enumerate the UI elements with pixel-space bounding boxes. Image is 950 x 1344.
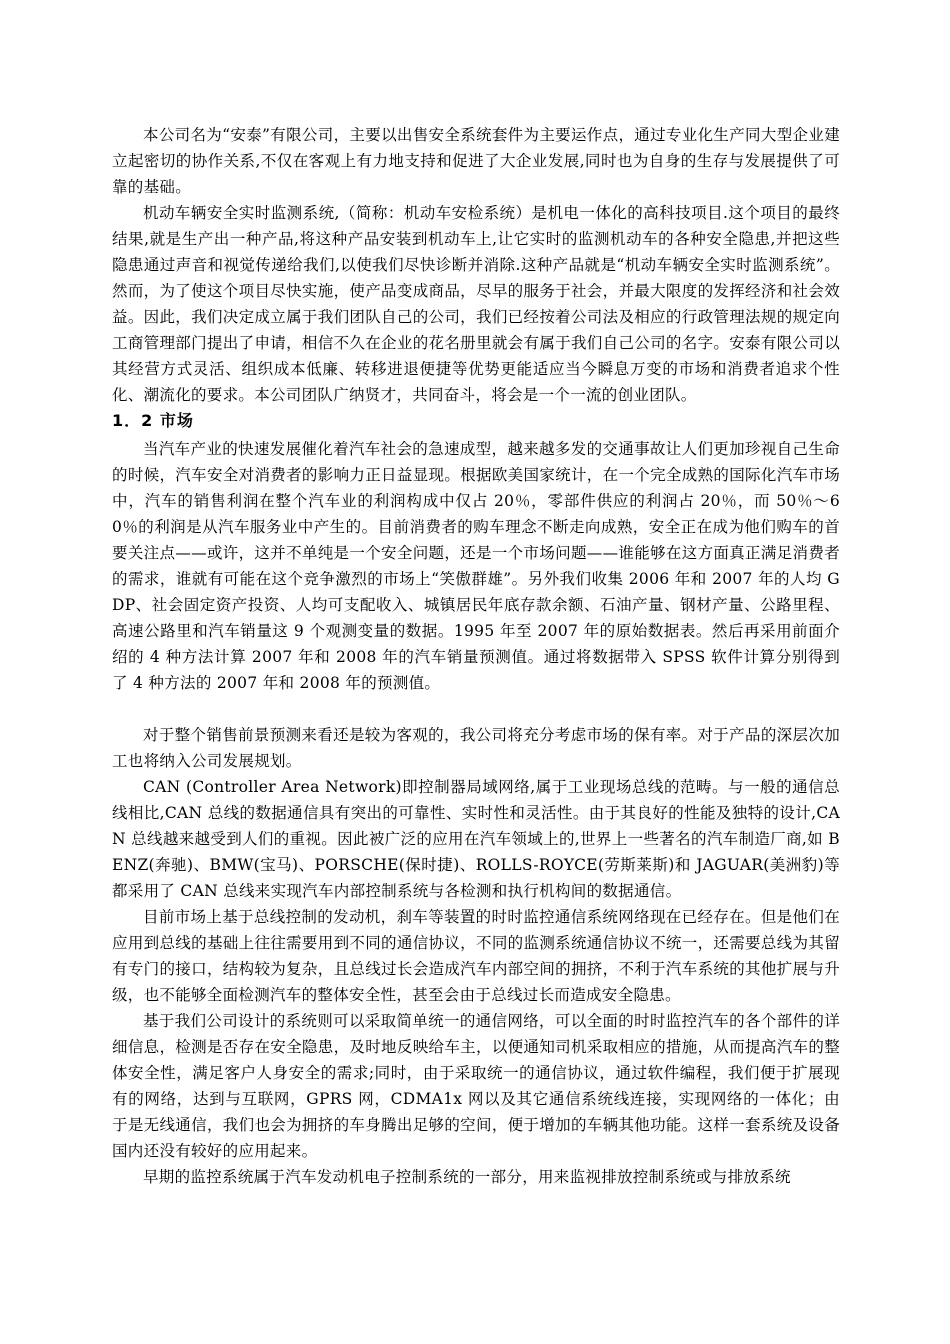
paragraph-early-monitoring: 早期的监控系统属于汽车发动机电子控制系统的一部分，用来监视排放控制系统或与排放系统 [143,1168,791,1186]
document-page [112,122,840,1190]
paragraph-company-intro: 本公司名为“安泰”有限公司，主要以出售安全系统套件为主要运作点，通过专业化生产同大型企业建立起密切的协作关系,不仅在客观上有力地支持和促进了大企业发展,同时也为自身的生存与发展提供了可靠的基础。 [112,126,840,196]
paragraph-forecast: 对于整个销售前景预测来看还是较为客观的，我公司将充分考虑市场的保有率。对于产品的深层次加工也将纳入公司发展规划。 [112,726,840,770]
paragraph-current-market: 目前市场上基于总线控制的发动机，刹车等装置的时时监控通信系统网络现在已经存在。但是他们在应用到总线的基础上往往需要用到不同的通信协议，不同的监测系统通信协议不统一，还需要总线为其留有专门的接口，结构较为复杂，且总线过长会造成汽车内部空间的拥挤，不利于汽车系统的其他扩展与升级，也不能够全面检测汽车的整体安全性，甚至会由于总线过长而造成安全隐患。 [112,908,840,1004]
paragraph-can-bus: CAN (Controller Area Network)即控制器局域网络,属于工业现场总线的范畴。与一般的通信总线相比,CAN 总线的数据通信具有突出的可靠性、实时性和灵活性。由于其良好的性能及独特的设计,CAN 总线越来越受到人们的重视。因此被广泛的应用在汽车领域上的,世界上一些著名的汽车制造厂商,如 BENZ(奔驰)、BMW(宝马)、PORSCHE(保时捷)、ROLLS-ROYCE(劳斯莱斯)和 JAGUAR(美洲豹)等都采用了 CAN 总线来实现汽车内部控制系统与各检测和执行机构间的数据通信。 [112,778,840,900]
blank-line [112,696,840,722]
paragraph-our-system: 基于我们公司设计的系统则可以采取简单统一的通信网络，可以全面的时时监控汽车的各个部件的详细信息，检测是否存在安全隐患，及时地反映给车主，以便通知司机采取相应的措施，从而提高汽车的整体安全性，满足客户人身安全的需求;同时，由于采取统一的通信协议，通过软件编程，我们便于扩展现有的网络，达到与互联网，GPRS 网，CDMA1x 网以及其它通信系统线连接，实现网络的一体化；由于是无线通信，我们也会为拥挤的车身腾出足够的空间，便于增加的车辆其他功能。这样一套系统及设备国内还没有较好的应用起来。 [112,1012,840,1160]
paragraph-market: 当汽车产业的快速发展催化着汽车社会的急速成型，越来越多发的交通事故让人们更加珍视自己生命的时候，汽车安全对消费者的影响力正日益显现。根据欧美国家统计，在一个完全成熟的国际化汽车市场中，汽车的销售利润在整个汽车业的利润构成中仅占 20％，零部件供应的利润占 20％，而 50％～60％的利润是从汽车服务业中产生的。目前消费者的购车理念不断走向成熟，安全正在成为他们购车的首要关注点——或许，这并不单纯是一个安全问题，还是一个市场问题——谁能够在这方面真正满足消费者的需求，谁就有可能在这个竞争激烈的市场上“笑傲群雄”。另外我们收集 2006 年和 2007 年的人均 GDP、社会固定资产投资、人均可支配收入、城镇居民年底存款余额、石油产量、钢材产量、公路里程、高速公路里和汽车销量这 9 个观测变量的数据。1995 年至 2007 年的原始数据表。然后再采用前面介绍的 4 种方法计算 2007 年和 2008 年的汽车销量预测值。通过将数据带入 SPSS 软件计算分别得到了 4 种方法的 2007 年和 2008 年的预测值。 [112,440,840,692]
paragraph-product-intro: 机动车辆安全实时监测系统,（简称：机动车安检系统）是机电一体化的高科技项目.这个项目的最终结果,就是生产出一种产品,将这种产品安装到机动车上,让它实时的监测机动车的各种安全隐患,并把这些隐患通过声音和视觉传递给我们,以使我们尽快诊断并消除.这种产品就是“机动车辆安全实时监测系统”。然而，为了使这个项目尽快实施，使产品变成商品，尽早的服务于社会，并最大限度的发挥经济和社会效益。因此，我们决定成立属于我们团队自己的公司，我们已经按着公司法及相应的行政管理法规的规定向工商管理部门提出了申请，相信不久在企业的花名册里就会有属于我们自己公司的名字。安泰有限公司以其经营方式灵活、组织成本低廉、转移进退便捷等优势更能适应当今瞬息万变的市场和消费者追求个性化、潮流化的要求。本公司团队广纳贤才，共同奋斗，将会是一个一流的创业团队。 [112,204,840,404]
section-heading-market: 1．2 市场 [112,411,194,430]
